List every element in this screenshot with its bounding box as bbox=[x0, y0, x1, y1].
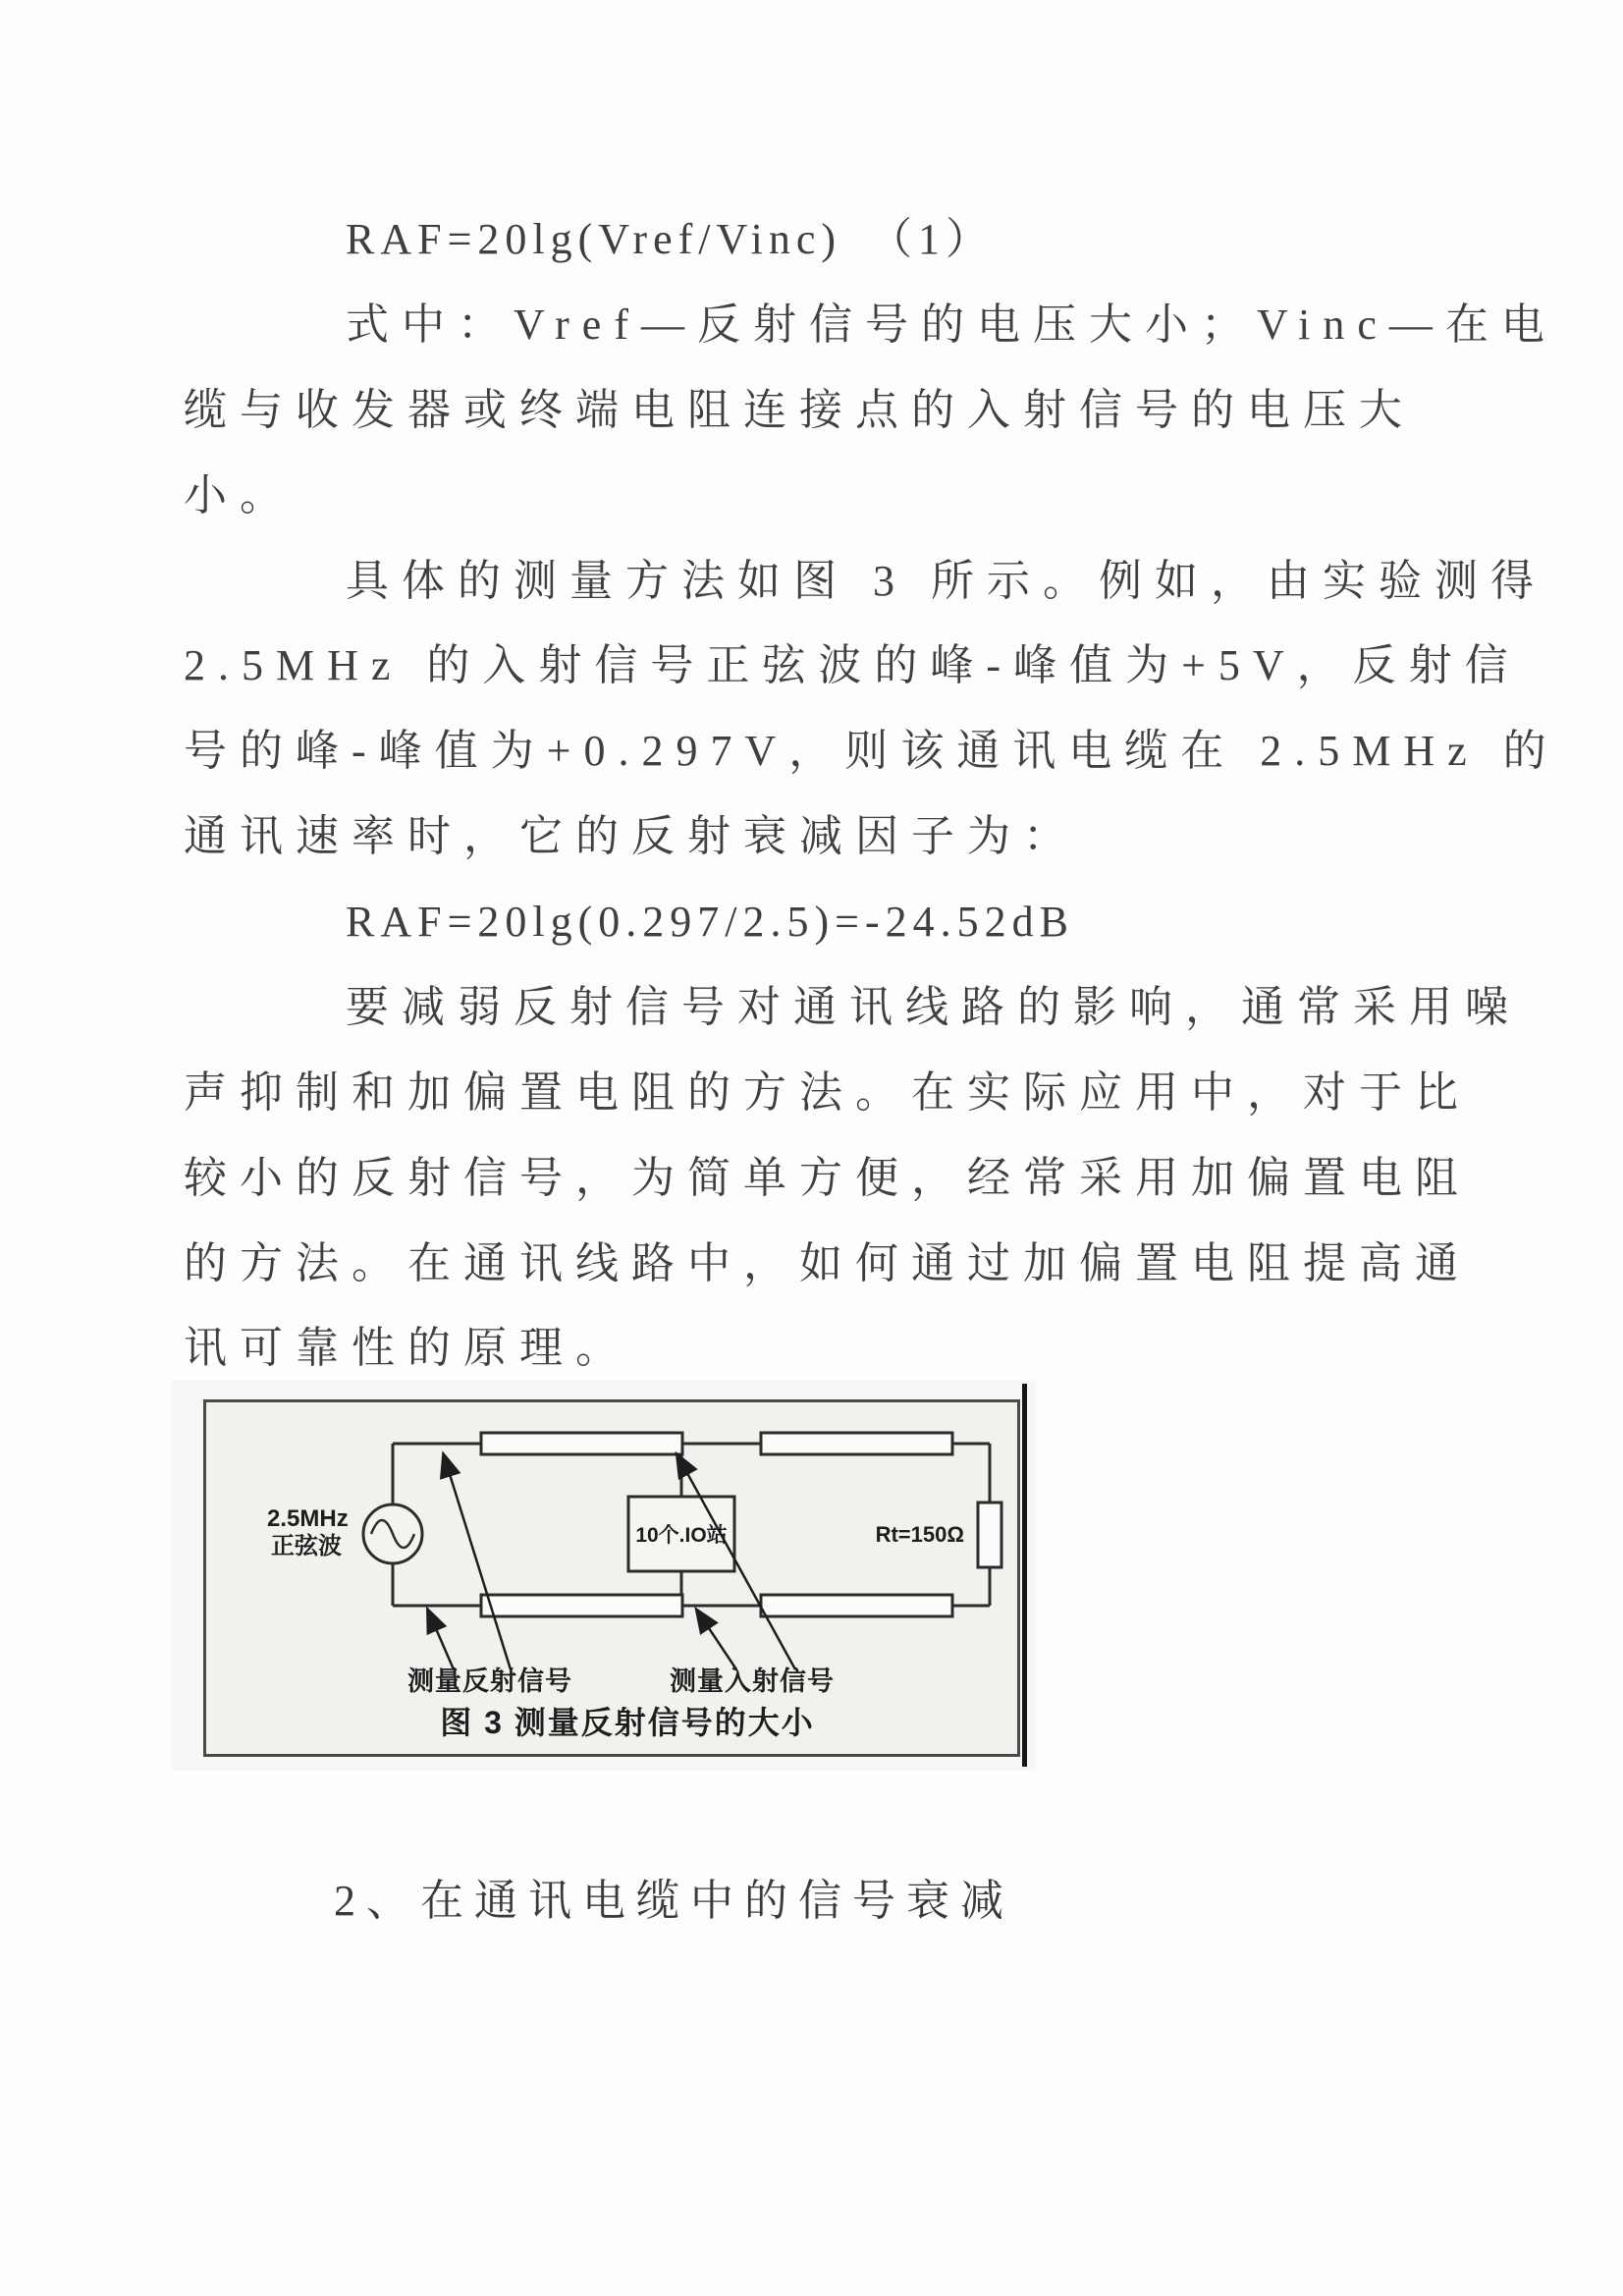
sine-source-icon bbox=[363, 1504, 422, 1563]
body-line-12: 较小的反射信号，为简单方便，经常采用加偏置电阻 bbox=[184, 1154, 1471, 1202]
body-line-3: 缆与收发器或终端电阻连接点的入射信号的电压大 bbox=[184, 386, 1415, 434]
formula-raf-definition: RAF=20lg(Vref/Vinc) （1） bbox=[346, 215, 996, 263]
io-box-label: 10个.IO站 bbox=[635, 1524, 728, 1547]
body-line-14: 讯可靠性的原理。 bbox=[184, 1324, 631, 1372]
body-line-8: 通讯速率时，它的反射衰减因子为： bbox=[184, 812, 1079, 860]
circuit-diagram-svg bbox=[206, 1402, 1017, 1754]
body-line-5: 具体的测量方法如图 3 所示。例如，由实验测得 bbox=[346, 557, 1546, 605]
source-label-bottom: 正弦波 bbox=[271, 1533, 342, 1559]
section-heading: 2、在通讯电缆中的信号衰减 bbox=[334, 1877, 1014, 1925]
io-station-box bbox=[628, 1497, 734, 1571]
body-line-4: 小。 bbox=[184, 471, 296, 519]
formula-raf-result: RAF=20lg(0.297/2.5)=-24.52dB bbox=[346, 898, 1074, 946]
body-line-2: 式中：Vref—反射信号的电压大小；Vinc—在电 bbox=[346, 301, 1557, 349]
resistor-label: Rt=150Ω bbox=[875, 1522, 964, 1547]
figure-caption: 图 3 测量反射信号的大小 bbox=[440, 1705, 815, 1740]
termination-resistor bbox=[876, 1503, 1001, 1567]
figure-3-frame bbox=[203, 1399, 1020, 1757]
source-label-top: 2.5MHz bbox=[267, 1505, 349, 1532]
measure-reflected-label: 测量反射信号 bbox=[407, 1667, 572, 1696]
body-line-13: 的方法。在通讯线路中，如何通过加偏置电阻提高通 bbox=[184, 1239, 1471, 1287]
body-line-11: 声抑制和加偏置电阻的方法。在实际应用中，对于比 bbox=[184, 1068, 1471, 1117]
annotation-arrows bbox=[428, 1455, 795, 1669]
measure-incident-label: 测量入射信号 bbox=[670, 1667, 835, 1696]
body-line-10: 要减弱反射信号对通讯线路的影响，通常采用噪 bbox=[346, 983, 1521, 1031]
figure-3-image bbox=[172, 1380, 1036, 1771]
body-line-7: 号的峰-峰值为+0.297V，则该通讯电缆在 2.5MHz 的 bbox=[184, 727, 1559, 775]
body-line-6: 2.5MHz 的入射信号正弦波的峰-峰值为+5V，反射信 bbox=[184, 641, 1521, 689]
figure-right-shadow bbox=[1022, 1384, 1027, 1767]
